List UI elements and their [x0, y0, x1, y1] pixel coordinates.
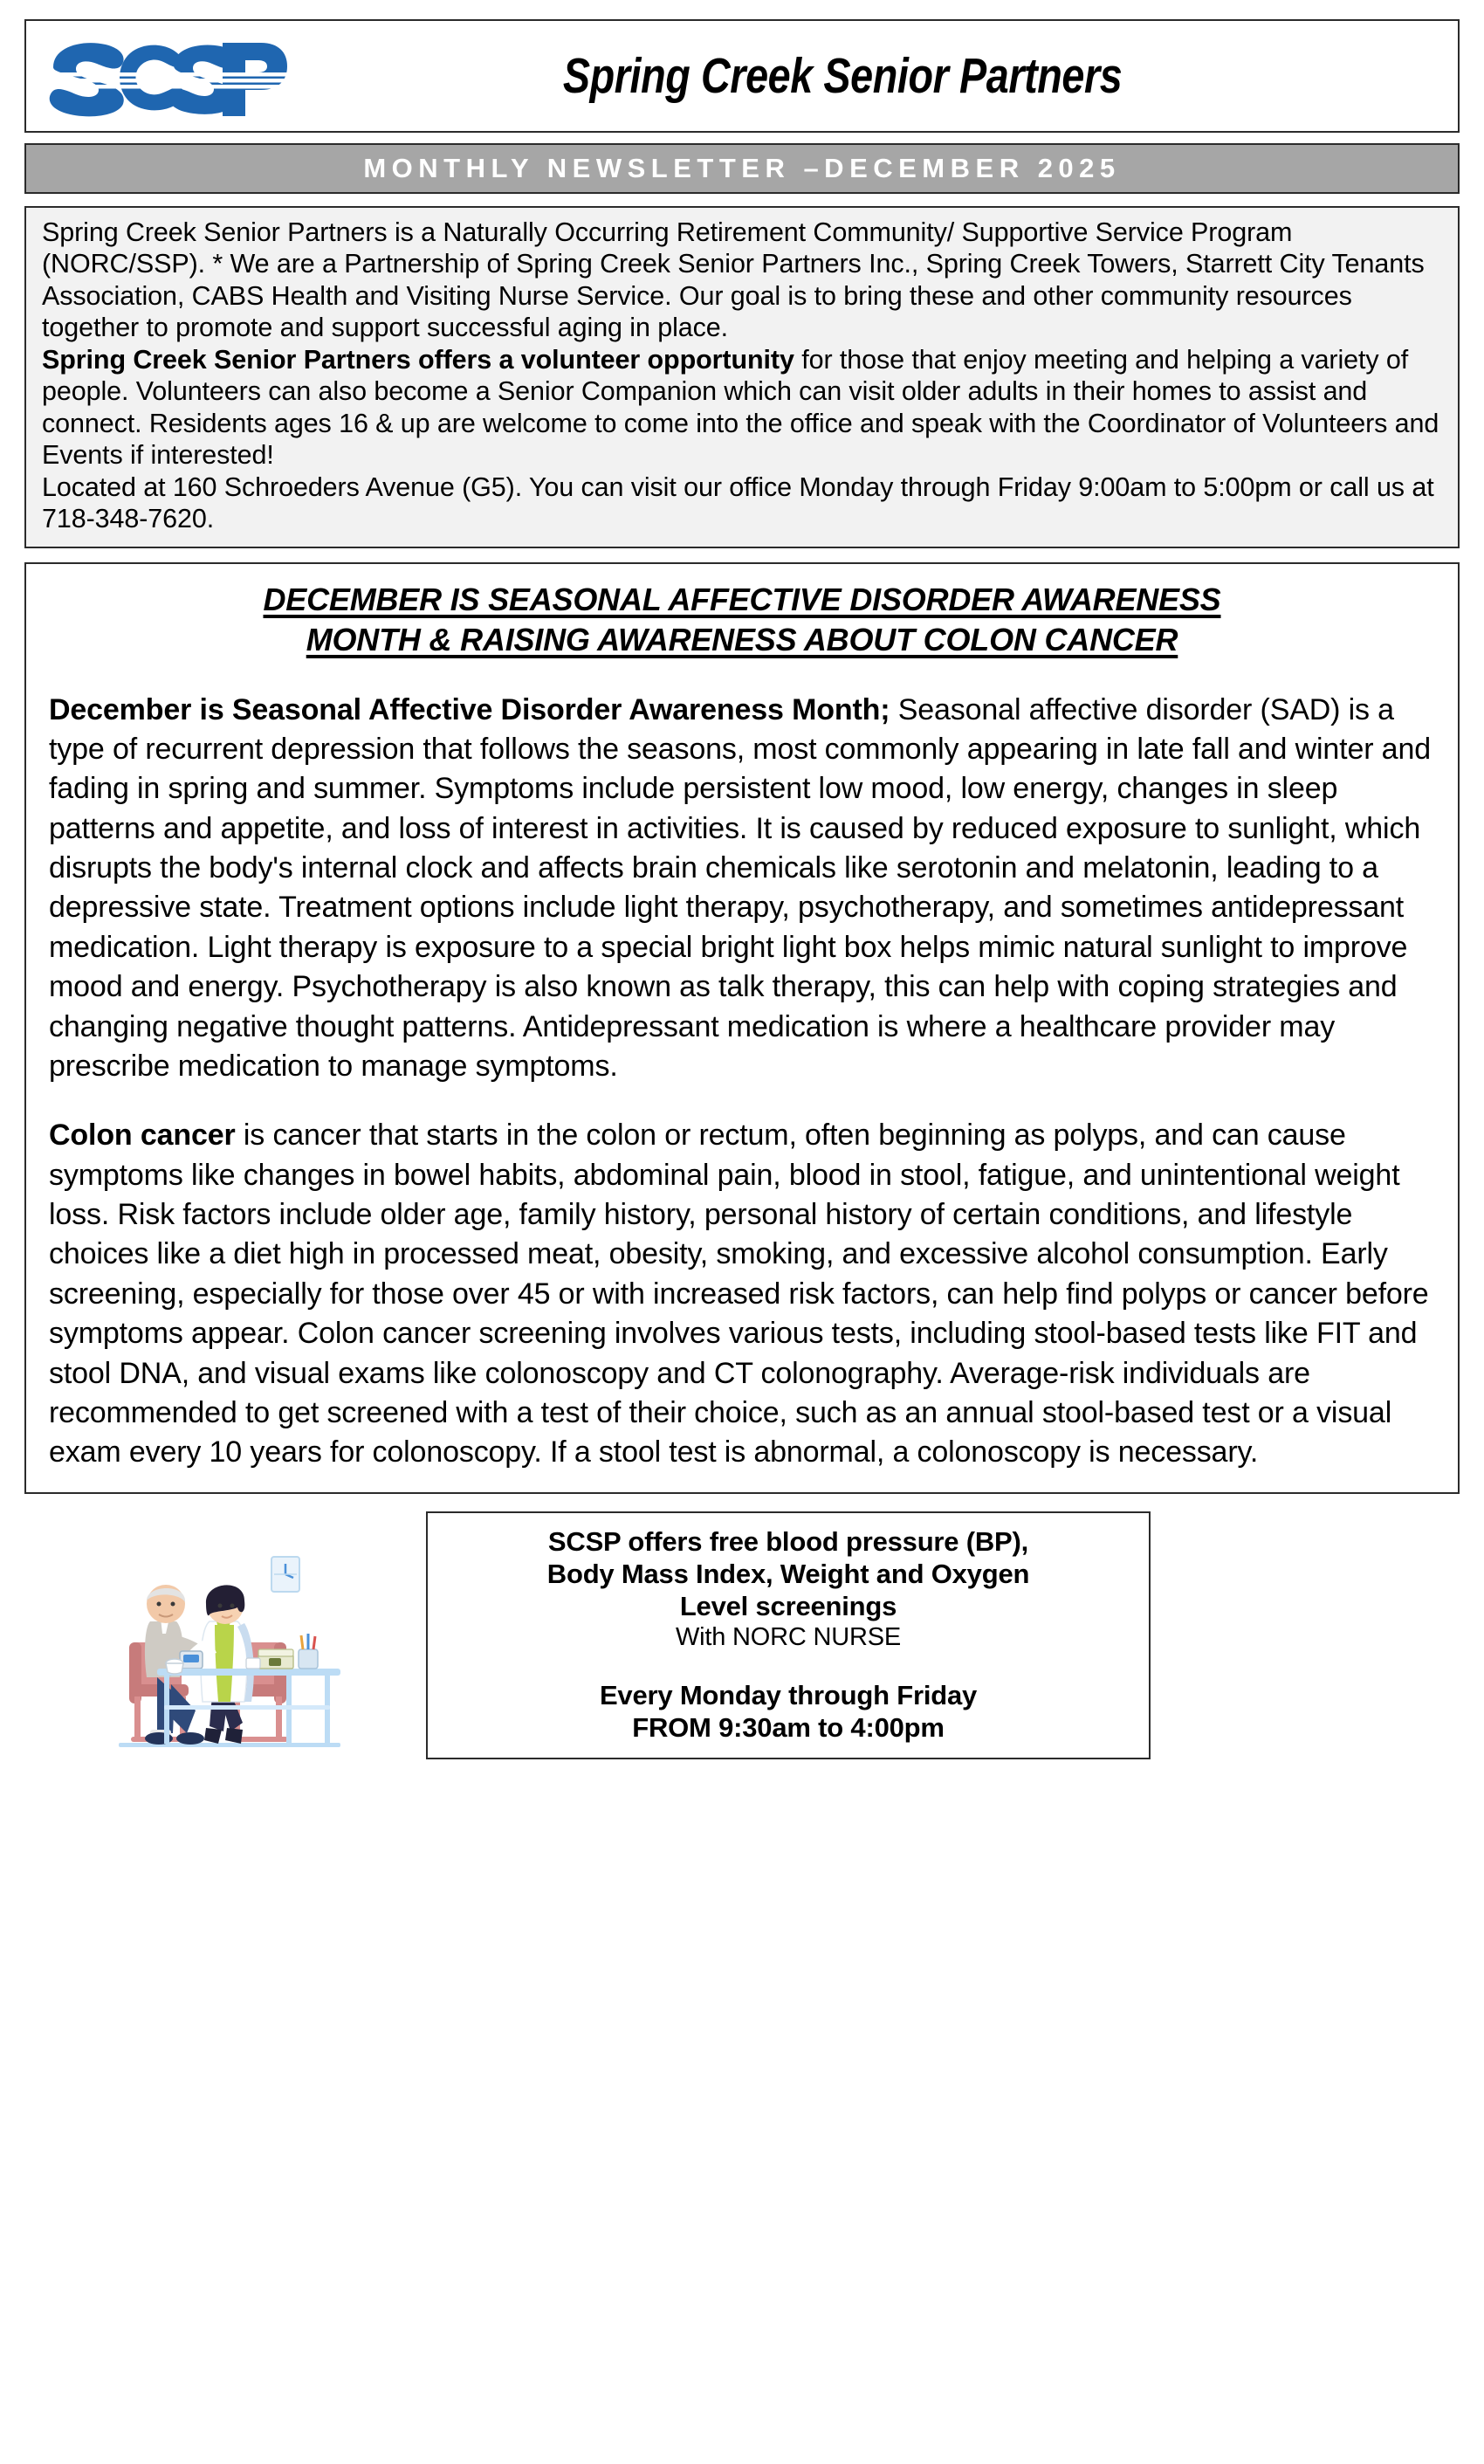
intro-paragraph-3	[42, 471, 1442, 535]
intro-text-1: Spring Creek Senior Partners is a Naturally Occurring Retirement Community/ Supportive Service Program (NORC/SSP). * We are a Partnership of Spring Creek Senior Partners Inc., Spring Creek Towers, Starrett City Tenants Association, CABS Health and Visiting Nurse Service. Our goal is to bring these and other community resources together to promote and support successful aging in place.	[42, 217, 1425, 343]
screening-info-box	[426, 1511, 1151, 1760]
newsletter-page	[0, 19, 1484, 2464]
sad-lead-in: December is Seasonal Affective Disorder Awareness Month;	[49, 692, 890, 726]
screening-line-2: Body Mass Index, Weight and Oxygen	[546, 1558, 1030, 1589]
clock-icon	[271, 1557, 299, 1592]
article-heading	[49, 580, 1435, 660]
screening-hours-line: FROM 9:30am to 4:00pm	[632, 1712, 945, 1744]
banner-label: MONTHLY NEWSLETTER –DECEMBER 2025	[363, 153, 1121, 183]
sad-body-text: Seasonal affective disorder (SAD) is a type of recurrent depression that follows the seasons, most commonly appearing in late fall and winter and fading in spring and summer. Symptoms include persistent low mood, low energy, changes in sleep patterns and appetite, and loss of interest in activities. It is caused by reduced exposure to sunlight, which disrupts the body's internal clock and affects brain chemicals like serotonin and melatonin, leading to a depressive state. Treatment options include light therapy, psychotherapy, and sometimes antidepressant medication. Light therapy is exposure to a special bright light box helps mimic natural sunlight to improve mood and energy. Psychotherapy is also known as talk therapy, this can help with coping strategies and changing negative thought patterns. Antidepressant medication is where a healthcare provider may prescribe medication to manage symptoms.	[49, 692, 1431, 1083]
colon-cancer-paragraph	[49, 1116, 1435, 1472]
article-box	[24, 562, 1460, 1493]
screening-line-1: SCSP offers free blood pressure (BP),	[547, 1525, 1029, 1557]
footer-zone	[24, 1511, 1460, 1791]
screening-nurse-line: With NORC NURSE	[675, 1623, 901, 1652]
intro-paragraph-2	[42, 344, 1442, 471]
page-title: Spring Creek Senior Partners	[562, 48, 1123, 104]
intro-text-2: for those that enjoy meeting and helping a variety of people. Volunteers can also become a Senior Companion which can visit older adults in their homes to assist and connect. Residents ages 16 & up are welcome to come into the office and speak with the Coordinator of Volunteers and Events if interested!	[42, 344, 1439, 471]
intro-box	[24, 206, 1460, 548]
article-heading-line-2: MONTH & RAISING AWARENESS ABOUT COLON CANCER	[306, 622, 1178, 658]
nurse-bp-illustration	[112, 1531, 347, 1766]
screening-spacer	[440, 1653, 1137, 1679]
scsp-logo	[38, 28, 292, 124]
volunteer-heading: Spring Creek Senior Partners offers a volunteer opportunity	[42, 344, 794, 375]
article-heading-line-1: DECEMBER IS SEASONAL AFFECTIVE DISORDER AWARENESS	[263, 582, 1221, 618]
colon-lead-in: Colon cancer	[49, 1118, 236, 1153]
newsletter-banner	[24, 143, 1460, 194]
screening-line-3: Level screenings	[679, 1591, 897, 1622]
screening-days-line: Every Monday through Friday	[599, 1680, 978, 1711]
sad-paragraph	[49, 691, 1435, 1087]
intro-paragraph-1	[42, 217, 1442, 344]
masthead	[24, 19, 1460, 133]
intro-text-3: Located at 160 Schroeders Avenue (G5). You can visit our office Monday through Friday 9:00am to 5:00pm or call us at 718-348-7620.	[42, 471, 1434, 533]
colon-body-text: is cancer that starts in the colon or rectum, often beginning as polyps, and can cause symptoms like changes in bowel habits, abdominal pain, blood in stool, fatigue, and unintentional weight loss. Risk factors include older age, family history, personal history of certain conditions, and lifestyle choices like a diet high in processed meat, obesity, smoking, and excessive alcohol consumption. Early screening, especially for those over 45 or with increased risk factors, can help find polyps or cancer before symptoms appear. Colon cancer screening involves various tests, including stool-based tests like FIT and stool DNA, and visual exams like colonoscopy and CT colonography. Average-risk individuals are recommended to get screened with a test of their choice, such as an annual stool-based test or a visual exam every 10 years for colonoscopy. If a stool test is abnormal, a colonoscopy is necessary.	[49, 1118, 1429, 1469]
